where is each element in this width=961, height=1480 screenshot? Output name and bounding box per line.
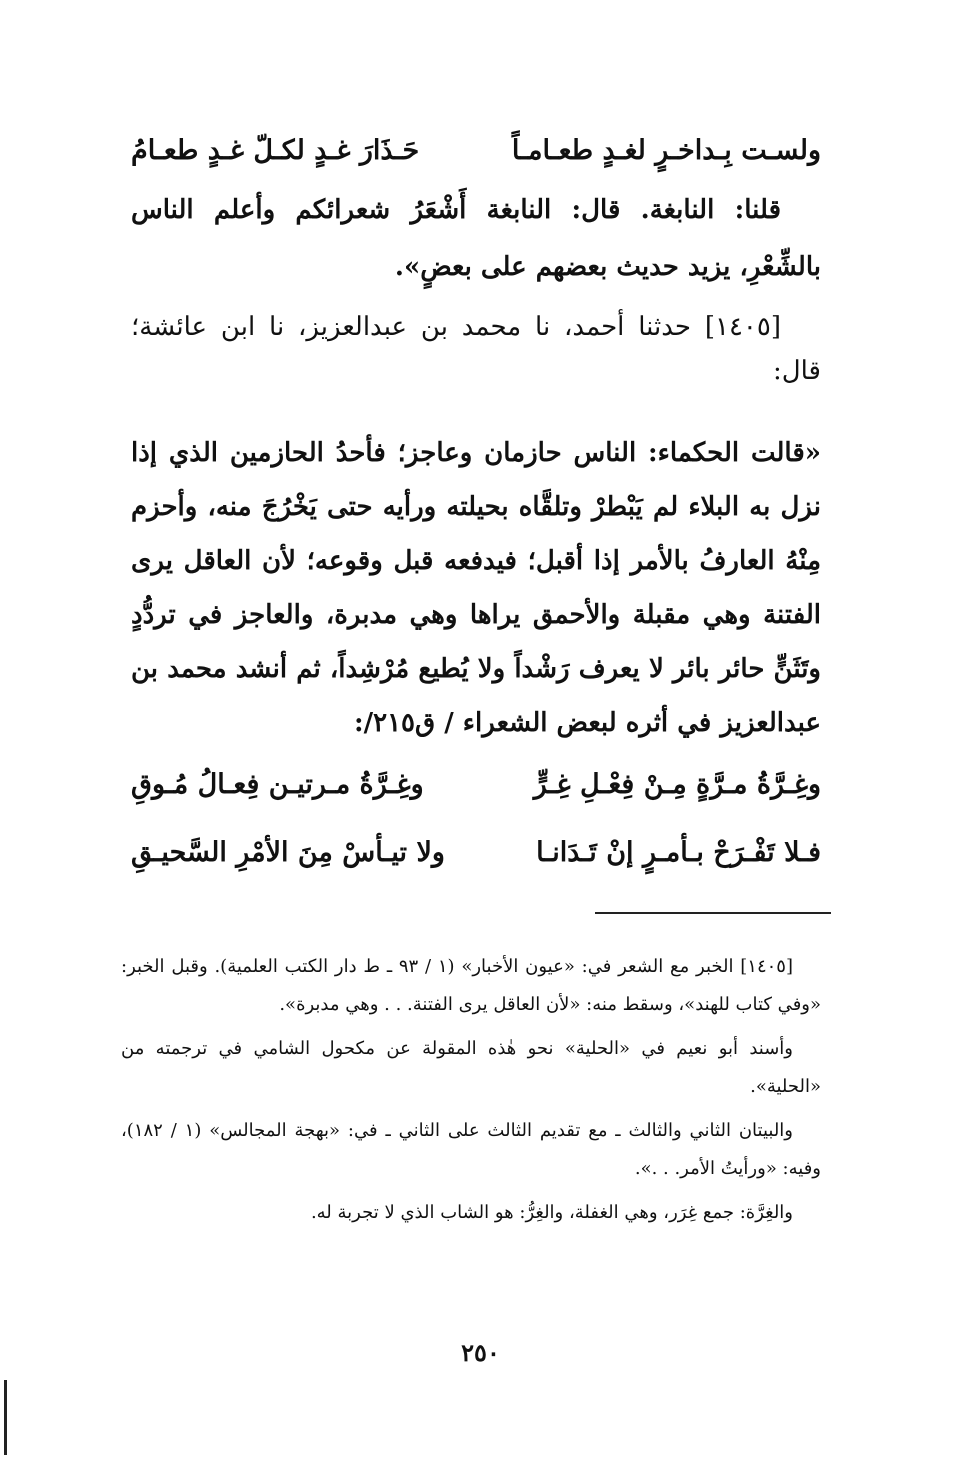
paragraph-hukama-saying: «قالت الحكماء: الناس حازمان وعاجز؛ فأحدُ الحازمين الذي إذا نزل به البلاء لم يَبْطرْ وتلقَّاه بحيلته ورأيه حتى يَخْرُجَ منه، وأحزم مِنْهُ العارفُ بالأمر إذا أقبل؛ فيدفعه قبل وقوعه؛ لأن العاقل يرى الفتنة وهي مقبلة والأحمق يراها وهي مدبرة، والعاجز في تردُّدٍ وتَثَنٍّ حائر بائر لا يعرف رَشْداً ولا يُطيع مُرْشِداً، ثم أنشد محمد بن عبدالعزيز في أثره لبعض الشعراء / ق٢١٥/:: [131, 438, 821, 738]
verse-hemistich-right: ولسـت بِـداخـرٍ لغـدٍ طعـامـاً: [511, 134, 821, 166]
paragraph-nabigha: قلنا: النابغة. قال: النابغة أَشْعَرُ شعرائكم وأعلم الناس بالشِّعْرِ، يزيد حديث بعضهم على بعضٍ».: [131, 195, 821, 282]
verse-hemistich-left: ولا تيـأسْ مِنَ الأمْرِ السَّحيـقِ: [131, 836, 445, 868]
verse-hemistich-right: وغِـرَّةُ مـرَّةٍ مِـنْ فِعْـلِ غِـرٍّ: [533, 768, 821, 800]
scan-edge-mark: [4, 1380, 7, 1455]
footnote-separator: [595, 912, 831, 914]
footnote-bahjat-al-majalis: والبيتان الثاني والثالث ـ مع تقديم الثالث على الثاني ـ في: «بهجة المجالس» (١ / ١٨٢)، وفيه: «ورأيتُ الأمر. . .».: [121, 1120, 821, 1179]
verse-line-1: [131, 760, 821, 808]
page-number: ٢٥٠: [461, 1338, 500, 1367]
verse-hemistich-left: وغِـرَّةُ مـرتيـن فِعـالُ مُـوقِ: [131, 768, 424, 800]
footnote-hilya: وأسند أبو نعيم في «الحلية» نحو هٰذه المقولة عن مكحول الشامي في ترجمته من «الحلية».: [121, 1038, 821, 1097]
footnote-1405-source: [١٤٠٥] الخبر مع الشعر في: «عيون الأخبار» (١ / ٩٣ ـ ط دار الكتب العلمية). وقبل الخبر: «وفي كتاب للهند»، وسقط منه: «لأن العاقل يرى الفتنة. . . وهي مدبرة».: [121, 956, 821, 1015]
footnotes: [121, 948, 821, 1238]
verse-line-top: [131, 126, 821, 174]
verse-line-2: [131, 828, 821, 876]
verse-hemistich-left: حَـذَارَ غـدٍ لكـلّ غـدٍ طعـامُ: [131, 134, 420, 166]
footnote-gloss-ghirra: والغِرَّة: جمع غِرَر، وهي الغفلة، والغِرُّ: هو الشاب الذي لا تجربة له.: [310, 1202, 793, 1223]
verse-hemistich-right: فـلا تَفْـرَحْ بـأمـرٍ إنْ تَـدَانـا: [536, 836, 821, 868]
paragraph-isnad-1405: [١٤٠٥] حدثنا أحمد، نا محمد بن عبدالعزيز، نا ابن عائشة؛ قال:: [131, 312, 821, 386]
